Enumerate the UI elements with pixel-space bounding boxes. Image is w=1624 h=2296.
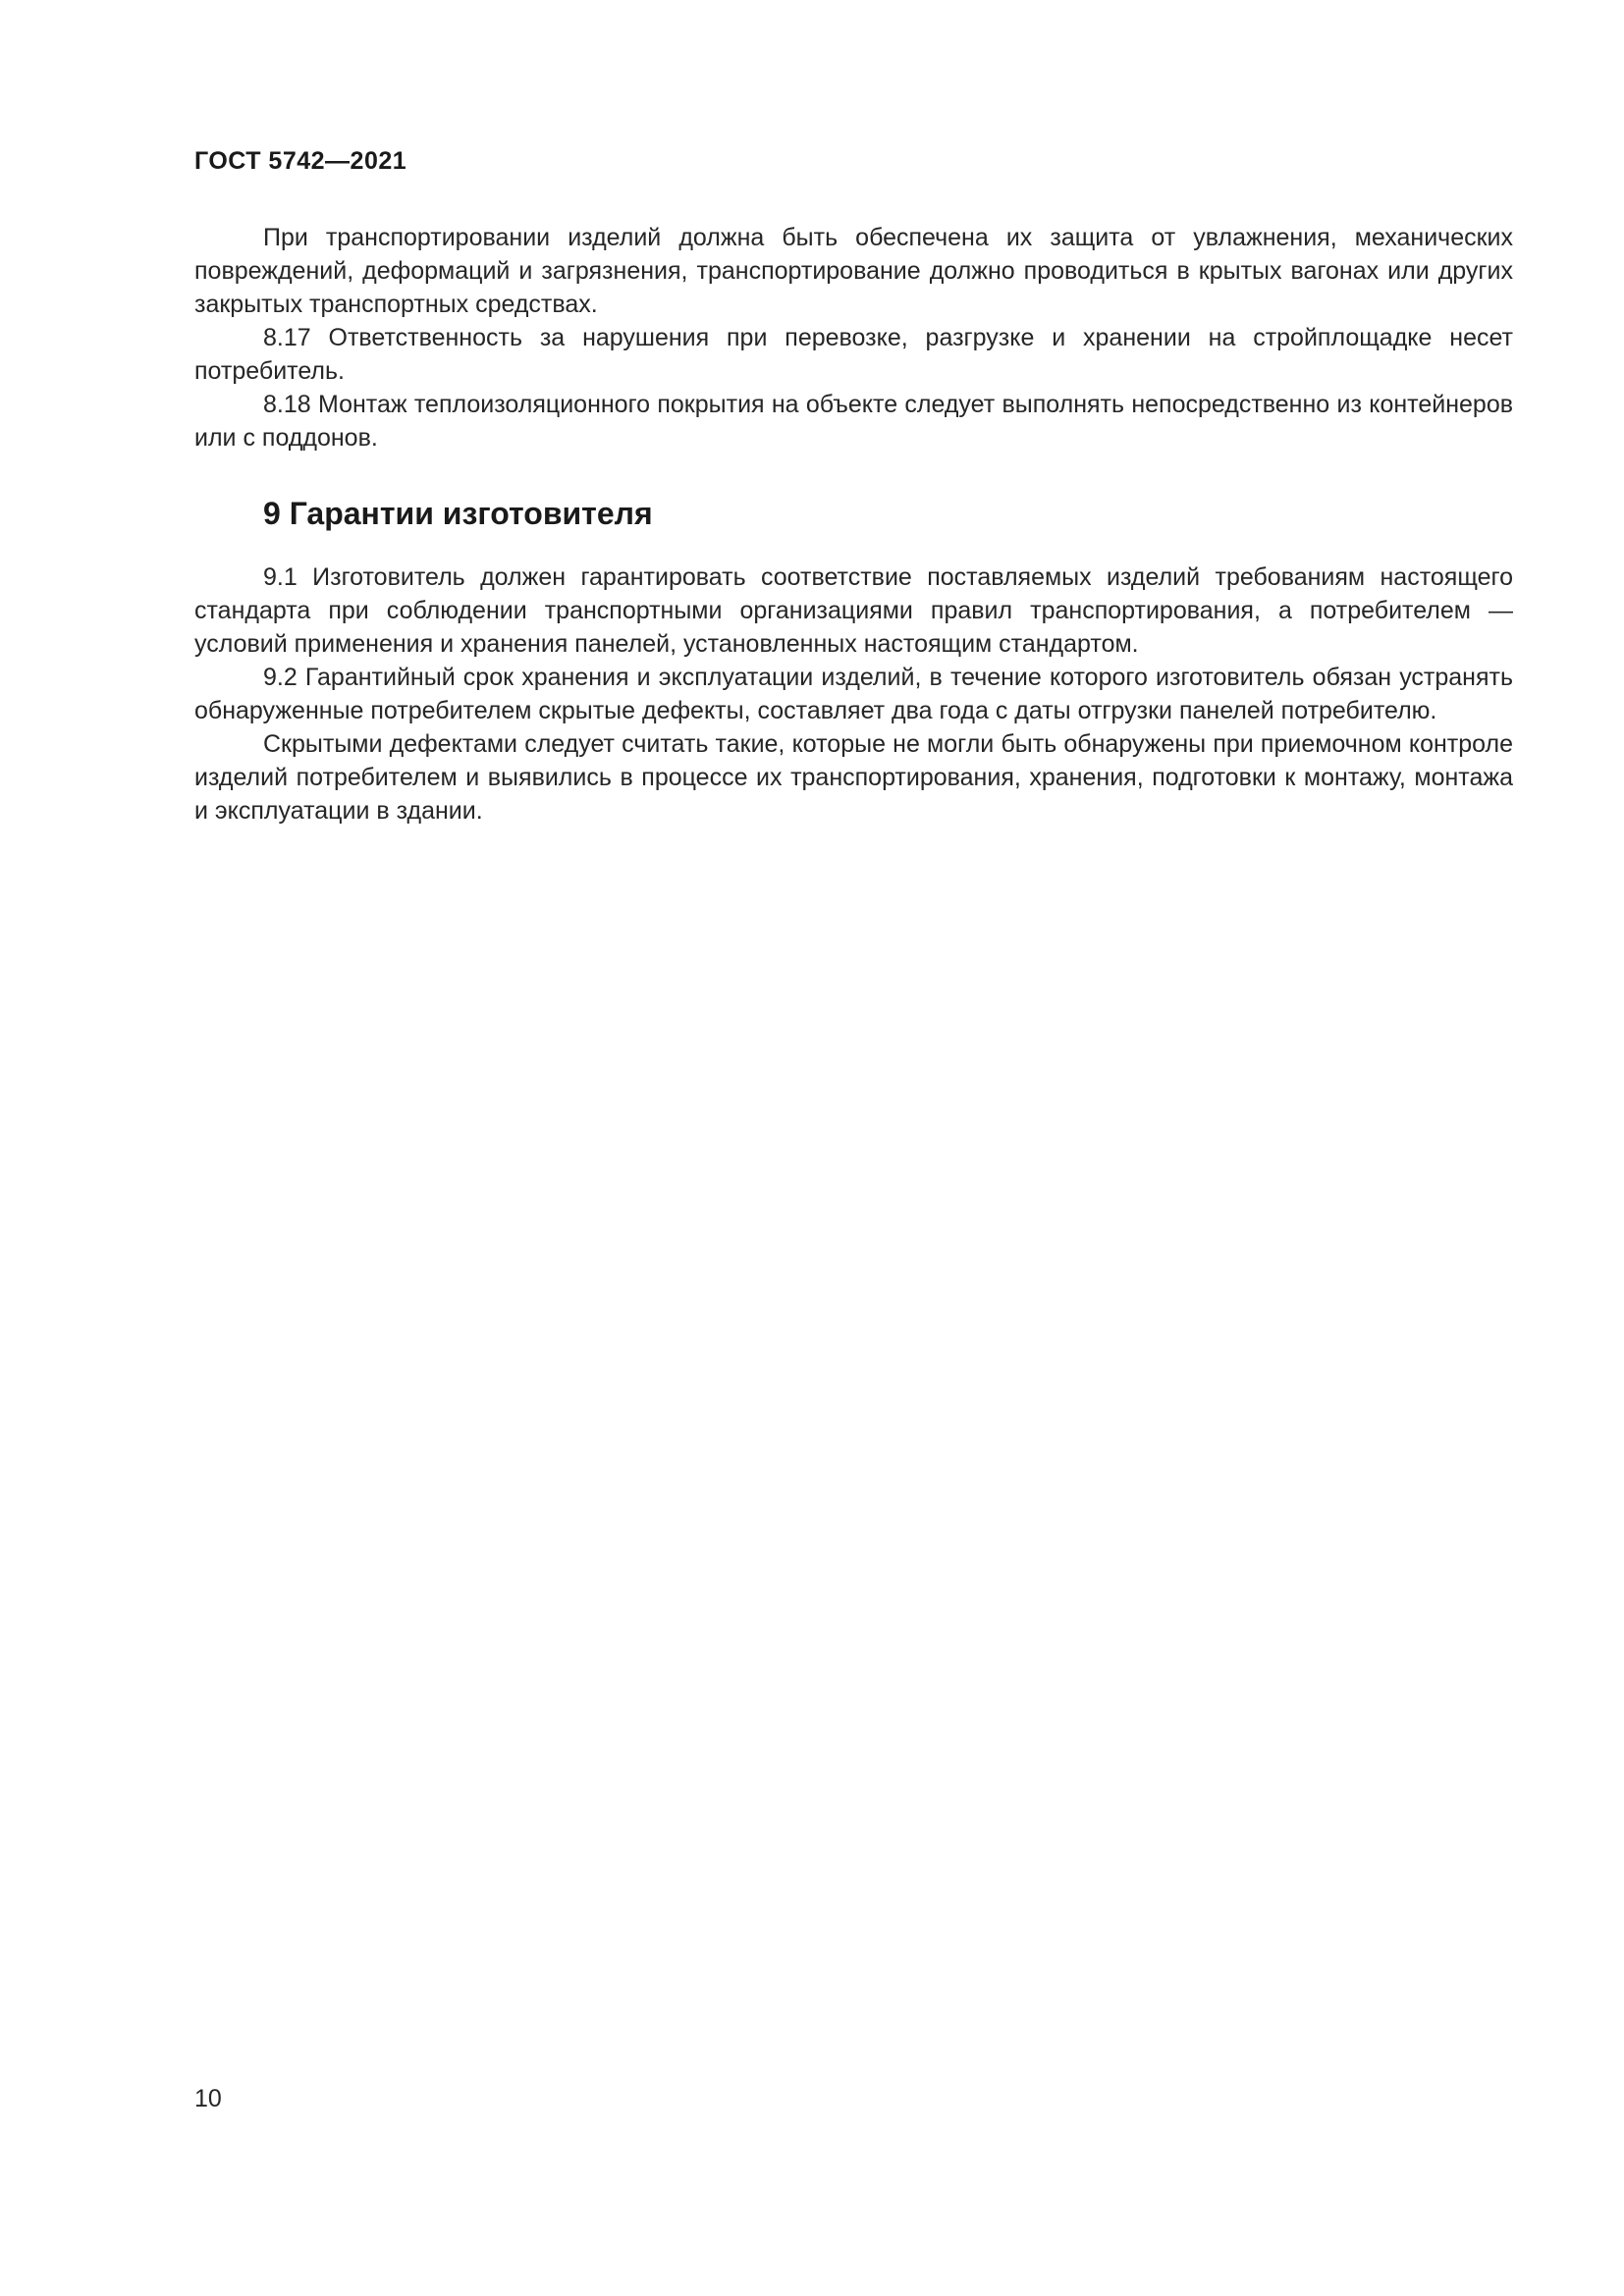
paragraph-hidden-defects: Скрытыми дефектами следует считать такие, которые не могли быть обнаружены при приемочном контроле изделий потребителем и выявились в процессе их транспортирования, хранения, подготовки к монтажу, монтажа и эксплуатации в здании. (194, 730, 1513, 825)
paragraph-8-18: 8.18 Монтаж теплоизоляционного покрытия на объекте следует выполнять непосредственно из контейнеров или с поддонов. (194, 391, 1513, 452)
page-content (194, 221, 1513, 828)
page-number: 10 (194, 2085, 222, 2112)
paragraph-9-2: 9.2 Гарантийный срок хранения и эксплуатации изделий, в течение которого изготовитель обязан устранять обнаруженные потребителем скрытые дефекты, составляет два года с даты отгрузки панелей потребителю. (194, 664, 1513, 724)
paragraph-8-17: 8.17 Ответственность за нарушения при перевозке, разгрузке и хранении на стройплощадке несет потребитель. (194, 324, 1513, 385)
section-title-9: 9 Гарантии изготовителя (263, 496, 653, 531)
paragraph-transport-protection: При транспортировании изделий должна быть обеспечена их защита от увлажнения, механических повреждений, деформаций и загрязнения, транспортирование должно проводиться в крытых вагонах или других закрытых транспортных средствах. (194, 224, 1513, 318)
paragraph-9-1: 9.1 Изготовитель должен гарантировать соответствие поставляемых изделий требованиям настоящего стандарта при соблюдении транспортными организациями правил транспортирования, а потребителем — условий применения и хранения панелей, установленных настоящим стандартом. (194, 563, 1513, 658)
standard-header: ГОСТ 5742—2021 (194, 147, 407, 175)
